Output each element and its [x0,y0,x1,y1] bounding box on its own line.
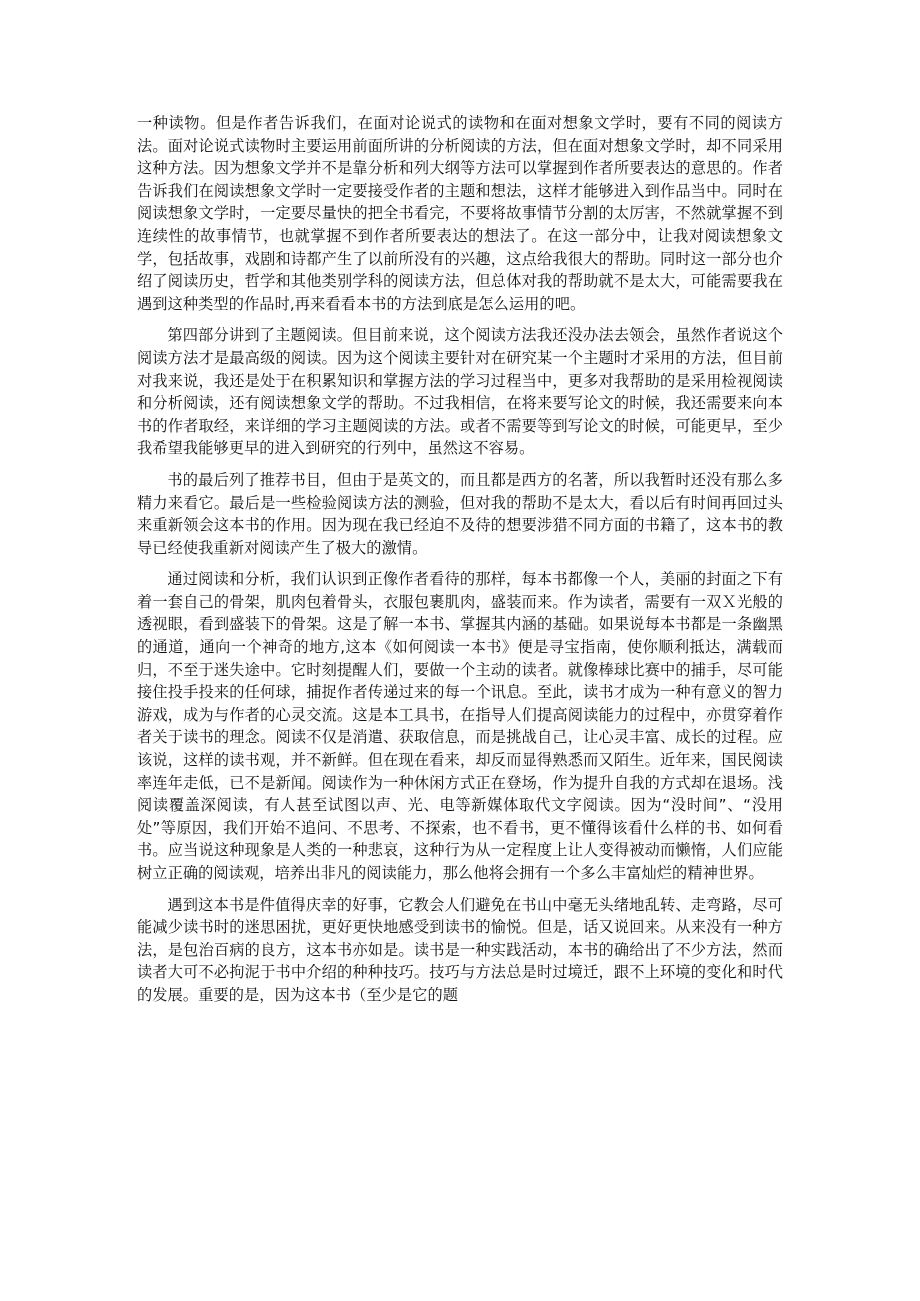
paragraph-5: 遇到这本书是件值得庆幸的好事，它教会人们避免在书山中毫无头绪地乱转、走弯路，尽可能减少读书时的迷思困扰，更好更快地感受到读书的愉悦。但是，话又说回来。从来没有一种方法，是包治百病的良方，这本书亦如是。读书是一种实践活动，本书的确给出了不少方法，然而读者大可不必拘泥于书中介绍的种种技巧。技巧与方法总是时过境迁，跟不上环境的变化和时代的发展。重要的是，因为这本书（至少是它的题 [137,895,783,1004]
paragraph-3: 书的最后列了推荐书目，但由于是英文的，而且都是西方的名著，所以我暂时还没有那么多精力来看它。最后是一些检验阅读方法的测验，但对我的帮助不是太大，看以后有时间再回过头来重新领会这本书的作用。因为现在我已经迫不及待的想要涉猎不同方面的书籍了，这本书的教导已经使我重新对阅读产生了极大的激情。 [137,470,783,557]
paragraph-2: 第四部分讲到了主题阅读。但目前来说，这个阅读方法我还没办法去领会，虽然作者说这个阅读方法才是最高级的阅读。因为这个阅读主要针对在研究某一个主题时才采用的方法，但目前对我来说，我还是处于在积累知识和掌握方法的学习过程当中，更多对我帮助的是采用检视阅读和分析阅读，还有阅读想象文学的帮助。不过我相信，在将来要写论文的时候，我还需要来向本书的作者取经，来详细的学习主题阅读的方法。或者不需要等到写论文的时候，可能更早，至少我希望我能够更早的进入到研究的行列中，虽然这不容易。 [137,326,783,458]
paragraph-1: 一种读物。但是作者告诉我们，在面对论说式的读物和在面对想象文学时，要有不同的阅读方法。面对论说式读物时主要运用前面所讲的分析阅读的方法，但在面对想象文学时，却不同采用这种方法。因为想象文学并不是靠分析和列大纲等方法可以掌握到作者所要表达的意思的。作者告诉我们在阅读想象文学时一定要接受作者的主题和想法，这样才能够进入到作品当中。同时在阅读想象文学时，一定要尽量快的把全书看完，不要将故事情节分割的太厉害，不然就掌握不到连续性的故事情节，也就掌握不到作者所要表达的想法了。在这一部分中，让我对阅读想象文学，包括故事，戏剧和诗都产生了以前所没有的兴趣，这点给我很大的帮助。同时这一部分也介绍了阅读历史，哲学和其他类别学科的阅读方法，但总体对我的帮助就不是太大，可能需要我在遇到这种类型的作品时,再来看看本书的方法到底是怎么运用的吧。 [137,114,783,313]
paragraph-4: 通过阅读和分析，我们认识到正像作者看待的那样，每本书都像一个人，美丽的封面之下有着一套自己的骨架，肌肉包着骨头，衣服包裹肌肉，盛装而来。作为读者，需要有一双Ｘ光般的透视眼，看到盛装下的骨架。这是了解一本书、掌握其内涵的基础。如果说每本书都是一条幽黑的通道，通向一个神奇的地方,这本《如何阅读一本书》便是寻宝指南，使你顺利抵达，满载而归，不至于迷失途中。它时刻提醒人们，要做一个主动的读者。就像棒球比赛中的捕手，尽可能接住投手投来的任何球，捕捉作者传递过来的每一个讯息。至此，读书才成为一种有意义的智力游戏，成为与作者的心灵交流。这是本工具书，在指导人们提高阅读能力的过程中，亦贯穿着作者关于读书的理念。阅读不仅是消遣、获取信息，而是挑战自己，让心灵丰富、成长的过程。应该说，这样的读书观，并不新鲜。但在现在看来，却反而显得熟悉而又陌生。近年来，国民阅读率连年走低，已不是新闻。阅读作为一种休闲方式正在登场，作为提升自我的方式却在退场。浅阅读覆盖深阅读，有人甚至试图以声、光、电等新媒体取代文字阅读。因为“没时间”、“没用处”等原因，我们开始不追问、不思考、不探索，也不看书，更不懂得该看什么样的书、如何看书。应当说这种现象是人类的一种悲哀，这种行为从一定程度上让人变得被动而懒惰，人们应能树立正确的阅读观，培养出非凡的阅读能力，那么他将会拥有一个多么丰富灿烂的精神世界。 [137,570,783,882]
document-body [137,112,783,1016]
